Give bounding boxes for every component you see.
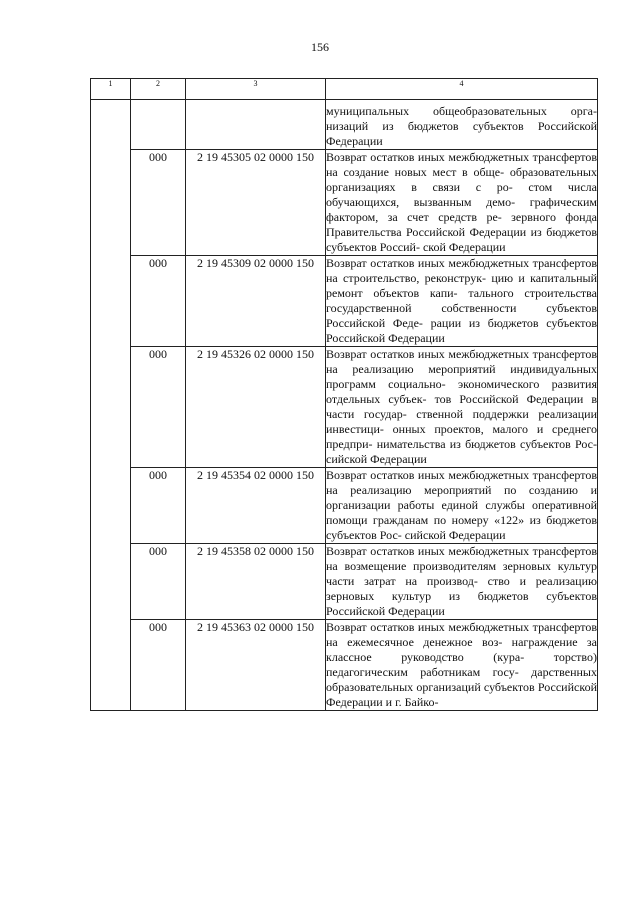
table-row	[91, 544, 598, 620]
column-header-3: 3	[186, 79, 326, 100]
budget-classification-table	[90, 78, 598, 711]
table-row	[91, 468, 598, 544]
description-cell: Возврат остатков иных межбюджетных трансфертов на реализацию мероприятий индивидуальных программ социально- экономического развития отдельных субъек- тов Российской Федерации в части государ- ственной поддержки реализации инвестици- онных проектов, малого и среднего предпри- нимательства из бюджетов субъектов Рос- сийской Федерации	[326, 347, 597, 466]
table-row	[91, 100, 598, 150]
column-header-1: 1	[91, 79, 131, 100]
admin-code-cell: 000	[131, 544, 186, 620]
table-row	[91, 347, 598, 468]
description-cell: муниципальных общеобразовательных орга- низаций из бюджетов субъектов Российской Федерации	[326, 100, 598, 150]
description-cell: Возврат остатков иных межбюджетных трансфертов на ежемесячное денежное воз- награждение за классное руководство (кура- торство) педагогическим работникам госу- дарственных образовательных организаций субъектов Российской Федерации и г. Байко-	[326, 620, 597, 709]
column-1-cell	[91, 100, 131, 711]
column-header-4: 4	[326, 79, 598, 100]
page-number: 156	[311, 40, 329, 54]
budget-code-cell: 2 19 45363 02 0000 150	[186, 620, 326, 711]
admin-code-cell: 000	[131, 150, 186, 256]
table-row	[91, 256, 598, 347]
admin-code-cell: 000	[131, 468, 186, 544]
description-cell: Возврат остатков иных межбюджетных трансфертов на строительство, реконструк- цию и капитальный ремонт объектов капи- тального строительства государственной собственности субъектов Российской Феде- рации из бюджетов субъектов Российской Федерации	[326, 256, 597, 345]
description-cell: Возврат остатков иных межбюджетных трансфертов на создание новых мест в обще- образовательных организациях в связи с ро- стом числа обучающихся, вызванным демо- графическим фактором, за счет средств ре- зервного фонда Правительства Российской Федерации из бюджетов субъектов Россий- ской Федерации	[326, 150, 597, 254]
budget-code-cell	[186, 100, 326, 150]
table-header-row	[91, 79, 598, 100]
column-header-2: 2	[131, 79, 186, 100]
admin-code-cell	[131, 100, 186, 150]
budget-code-cell: 2 19 45305 02 0000 150	[186, 150, 326, 256]
admin-code-cell: 000	[131, 347, 186, 468]
description-cell: Возврат остатков иных межбюджетных трансфертов на возмещение производителям зерновых культур части затрат на производ- ство и реализацию зерновых культур из бюджетов субъектов Российской Федерации	[326, 544, 597, 618]
budget-code-cell: 2 19 45309 02 0000 150	[186, 256, 326, 347]
budget-code-cell: 2 19 45358 02 0000 150	[186, 544, 326, 620]
table-row	[91, 150, 598, 256]
budget-code-cell: 2 19 45326 02 0000 150	[186, 347, 326, 468]
budget-code-cell: 2 19 45354 02 0000 150	[186, 468, 326, 544]
description-cell: Возврат остатков иных межбюджетных трансфертов на реализацию мероприятий по созданию и организации работы единой службы оперативной помощи гражданам по номеру «122» из бюджетов субъектов Рос- сийской Федерации	[326, 468, 597, 542]
admin-code-cell: 000	[131, 256, 186, 347]
admin-code-cell: 000	[131, 620, 186, 711]
table-row	[91, 620, 598, 711]
